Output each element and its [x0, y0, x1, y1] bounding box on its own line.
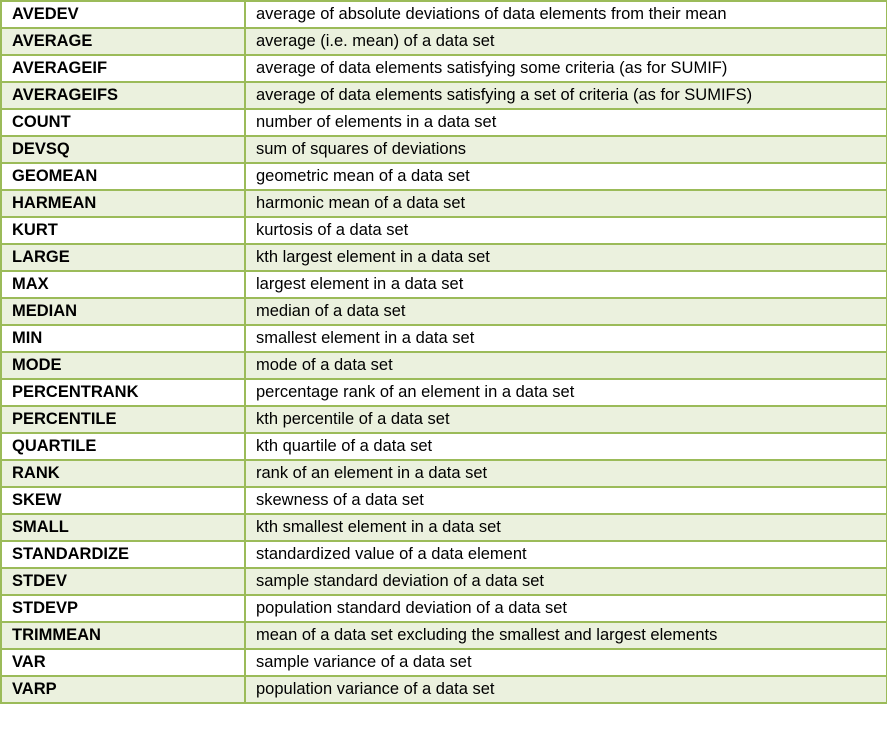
function-name-cell: MODE — [1, 352, 245, 379]
function-description-cell: kth percentile of a data set — [245, 406, 887, 433]
table-row — [1, 136, 887, 163]
function-name-cell: VAR — [1, 649, 245, 676]
function-name-cell: TRIMMEAN — [1, 622, 245, 649]
function-name-cell: COUNT — [1, 109, 245, 136]
function-name-cell: SMALL — [1, 514, 245, 541]
function-description-cell: harmonic mean of a data set — [245, 190, 887, 217]
function-description-cell: sample standard deviation of a data set — [245, 568, 887, 595]
function-name-cell: MIN — [1, 325, 245, 352]
table-row — [1, 460, 887, 487]
function-name-cell: VARP — [1, 676, 245, 703]
function-name-cell: STDEV — [1, 568, 245, 595]
function-description-cell: population standard deviation of a data set — [245, 595, 887, 622]
table-row — [1, 433, 887, 460]
function-description-cell: mean of a data set excluding the smallest and largest elements — [245, 622, 887, 649]
table-row — [1, 298, 887, 325]
function-description-cell: sum of squares of deviations — [245, 136, 887, 163]
function-description-cell: population variance of a data set — [245, 676, 887, 703]
function-name-cell: STANDARDIZE — [1, 541, 245, 568]
table-row — [1, 244, 887, 271]
function-description-cell: skewness of a data set — [245, 487, 887, 514]
table-row — [1, 352, 887, 379]
table-row — [1, 595, 887, 622]
table-row — [1, 487, 887, 514]
function-name-cell: AVERAGEIFS — [1, 82, 245, 109]
function-description-cell: number of elements in a data set — [245, 109, 887, 136]
function-description-cell: kth quartile of a data set — [245, 433, 887, 460]
table-row — [1, 325, 887, 352]
table-row — [1, 82, 887, 109]
function-name-cell: PERCENTRANK — [1, 379, 245, 406]
function-name-cell: AVERAGEIF — [1, 55, 245, 82]
table-row — [1, 55, 887, 82]
function-description-cell: percentage rank of an element in a data set — [245, 379, 887, 406]
table-row — [1, 190, 887, 217]
table-row — [1, 649, 887, 676]
function-name-cell: STDEVP — [1, 595, 245, 622]
table-row — [1, 1, 887, 28]
function-description-cell: median of a data set — [245, 298, 887, 325]
table-row — [1, 568, 887, 595]
table-row — [1, 676, 887, 703]
table-row — [1, 379, 887, 406]
table-row — [1, 541, 887, 568]
function-name-cell: MAX — [1, 271, 245, 298]
function-description-cell: geometric mean of a data set — [245, 163, 887, 190]
function-description-cell: kth smallest element in a data set — [245, 514, 887, 541]
function-description-cell: largest element in a data set — [245, 271, 887, 298]
function-table-body — [1, 1, 887, 703]
function-description-cell: sample variance of a data set — [245, 649, 887, 676]
function-name-cell: MEDIAN — [1, 298, 245, 325]
function-name-cell: QUARTILE — [1, 433, 245, 460]
table-row — [1, 406, 887, 433]
table-row — [1, 28, 887, 55]
function-name-cell: HARMEAN — [1, 190, 245, 217]
function-name-cell: PERCENTILE — [1, 406, 245, 433]
table-row — [1, 514, 887, 541]
function-name-cell: DEVSQ — [1, 136, 245, 163]
function-description-cell: average of data elements satisfying a set of criteria (as for SUMIFS) — [245, 82, 887, 109]
function-name-cell: LARGE — [1, 244, 245, 271]
function-description-cell: average (i.e. mean) of a data set — [245, 28, 887, 55]
function-name-cell: AVERAGE — [1, 28, 245, 55]
function-description-cell: mode of a data set — [245, 352, 887, 379]
function-description-cell: kurtosis of a data set — [245, 217, 887, 244]
function-name-cell: AVEDEV — [1, 1, 245, 28]
table-row — [1, 163, 887, 190]
function-description-cell: rank of an element in a data set — [245, 460, 887, 487]
table-row — [1, 271, 887, 298]
function-description-cell: smallest element in a data set — [245, 325, 887, 352]
function-description-cell: average of absolute deviations of data elements from their mean — [245, 1, 887, 28]
function-name-cell: SKEW — [1, 487, 245, 514]
table-row — [1, 109, 887, 136]
table-row — [1, 622, 887, 649]
function-description-cell: standardized value of a data element — [245, 541, 887, 568]
table-row — [1, 217, 887, 244]
function-name-cell: RANK — [1, 460, 245, 487]
function-description-cell: average of data elements satisfying some criteria (as for SUMIF) — [245, 55, 887, 82]
function-name-cell: GEOMEAN — [1, 163, 245, 190]
function-description-cell: kth largest element in a data set — [245, 244, 887, 271]
function-name-cell: KURT — [1, 217, 245, 244]
